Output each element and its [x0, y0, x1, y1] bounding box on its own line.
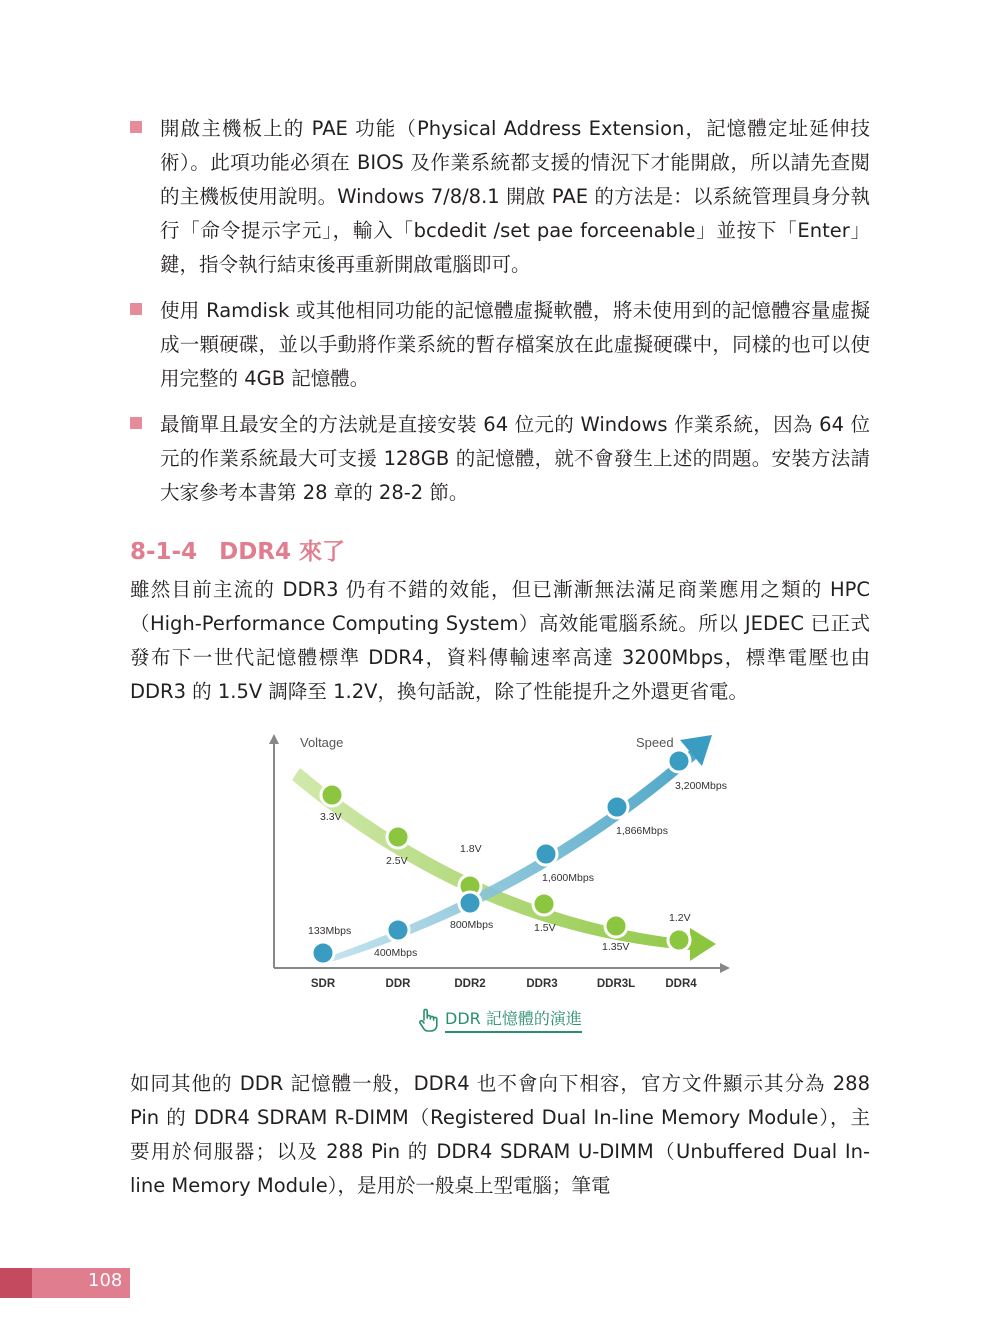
bullet-marker — [130, 303, 142, 315]
speed-point — [387, 919, 409, 941]
bullet-marker — [130, 417, 142, 429]
speed-point — [668, 750, 690, 772]
bullet-item-ramdisk — [130, 294, 870, 396]
diagram-caption — [415, 1006, 582, 1033]
generation-label: DDR — [385, 978, 411, 990]
caption-text: DDR 記憶體的演進 — [445, 1006, 582, 1033]
voltage-label: 2.5V — [386, 855, 408, 867]
speed-label: 1,600Mbps — [542, 872, 594, 884]
generation-label: DDR4 — [665, 978, 697, 990]
voltage-point — [321, 784, 343, 806]
generation-label: SDR — [310, 978, 336, 990]
section-title: DDR4 來了 — [219, 539, 346, 565]
voltage-axis-label: Voltage — [300, 735, 344, 750]
bullet-item-pae — [130, 112, 870, 282]
bullet-marker — [130, 121, 142, 133]
voltage-point — [605, 915, 627, 937]
page-number: 108 — [88, 1270, 123, 1291]
speed-label: 800Mbps — [450, 919, 494, 931]
bullet-text: 最簡單且最安全的方法就是直接安裝 64 位元的 Windows 作業系統，因為 64 位元的作業系統最大可支援 128GB 的記憶體，就不會發生上述的問題。安裝方法請大家參考本書第 28 章的 28-2 節。 — [160, 413, 870, 504]
generation-label: DDR3L — [596, 978, 636, 990]
speed-band — [316, 750, 696, 964]
pointing-hand-icon — [415, 1007, 441, 1033]
speed-point — [459, 892, 481, 914]
bullet-text: 使用 Ramdisk 或其他相同功能的記憶體虛擬軟體，將未使用到的記憶體容量虛擬成一顆硬碟，並以手動將作業系統的暫存檔案放在此虛擬硬碟中，同樣的也可以使用完整的 4GB 記憶體。 — [160, 299, 870, 390]
voltage-point — [668, 929, 690, 951]
bullet-item-64bit — [130, 408, 870, 510]
section-heading — [130, 533, 345, 566]
page-number-bar-accent — [0, 1268, 32, 1298]
voltage-arrowhead — [690, 928, 716, 961]
speed-label: 133Mbps — [308, 925, 352, 937]
voltage-point — [533, 893, 555, 915]
speed-point — [312, 942, 334, 964]
speed-label: 400Mbps — [374, 947, 418, 959]
voltage-label: 1.35V — [602, 941, 630, 953]
speed-label: 3,200Mbps — [675, 780, 727, 792]
generation-label: DDR2 — [454, 978, 486, 990]
ddr-evolution-diagram — [260, 728, 740, 1003]
voltage-point — [387, 826, 409, 848]
x-axis-arrow — [720, 963, 730, 973]
speed-label: 1,866Mbps — [616, 825, 668, 837]
voltage-label: 3.3V — [320, 811, 342, 823]
voltage-label: 1.2V — [669, 912, 691, 924]
speed-point — [606, 796, 628, 818]
paragraph-intro: 雖然目前主流的 DDR3 仍有不錯的效能，但已漸漸無法滿足商業應用之類的 HPC（High-Performance Computing System）高效能電腦系統。所以 JEDEC 已正式發布下一世代記憶體標準 DDR4，資料傳輸速率高達 3200Mbps，標準電壓也由 DDR3 的 1.5V 調降至 1.2V，換句話說，除了性能提升之外還更省電。 — [130, 578, 870, 703]
paragraph-ddr4-modules: 如同其他的 DDR 記憶體一般，DDR4 也不會向下相容，官方文件顯示其分為 288 Pin 的 DDR4 SDRAM R-DIMM（Registered Dual In-line Memory Module），主要用於伺服器；以及 288 Pin 的 DDR4 SDRAM U-DIMM（Unbuffered Dual In-line Memory Module），是用於一般桌上型電腦；筆電 — [130, 1072, 870, 1197]
generation-label: DDR3 — [526, 978, 558, 990]
bullet-text: 開啟主機板上的 PAE 功能（Physical Address Extension，記憶體定址延伸技術）。此項功能必須在 BIOS 及作業系統都支援的情況下才能開啟，所以請先查閱的主機板使用說明。Windows 7/8/8.1 開啟 PAE 的方法是：以系統管理員身分執行「命令提示字元」，輸入「bcdedit /set pae forceenable」並按下「Enter」鍵，指令執行結束後再重新開啟電腦即可。 — [160, 117, 870, 276]
speed-point — [535, 843, 557, 865]
section-number: 8-1-4 — [130, 539, 198, 565]
y-axis-arrow — [269, 734, 279, 744]
speed-axis-label: Speed — [636, 735, 674, 750]
voltage-label: 1.5V — [534, 922, 556, 934]
voltage-label: 1.8V — [460, 843, 482, 855]
ddr-diagram-svg — [260, 728, 740, 1003]
